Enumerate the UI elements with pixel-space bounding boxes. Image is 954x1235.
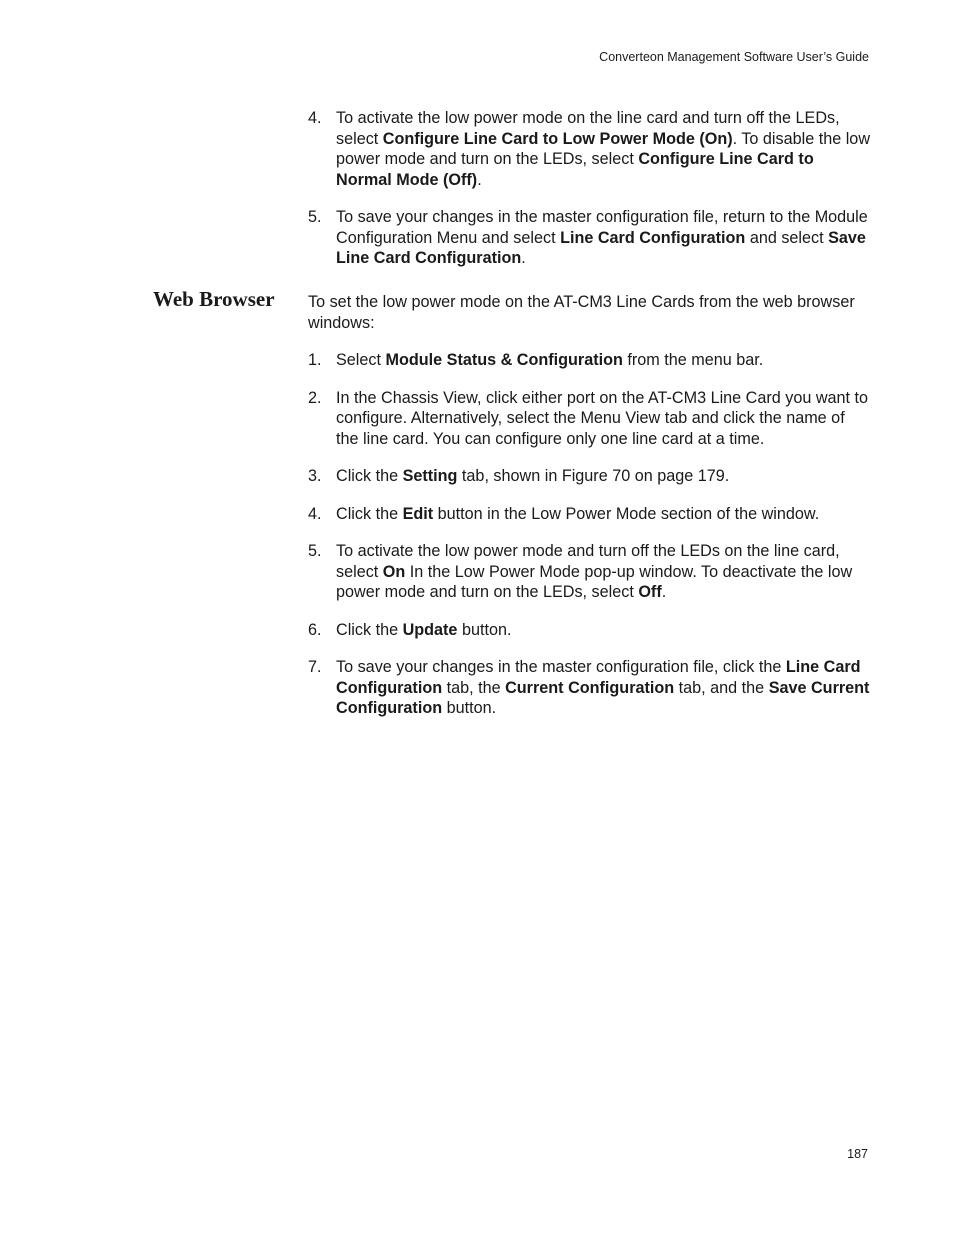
step-number: 4. bbox=[308, 109, 322, 127]
step-text bbox=[336, 542, 852, 601]
step-text-segment: Click the bbox=[336, 467, 403, 485]
step-text-segment: Click the bbox=[336, 504, 403, 523]
step-text-segment: button. bbox=[442, 699, 497, 717]
list-item bbox=[308, 388, 870, 450]
step-text-segment: To save your changes in the master configuration file, return to the Module Configuration Menu and select bbox=[336, 208, 868, 247]
step-text-segment: . To disable the low power mode and turn on the LEDs, select bbox=[336, 129, 871, 168]
step-text-segment: To activate the low power mode on the line card and turn off the LEDs, select bbox=[336, 109, 840, 148]
list-item bbox=[308, 620, 870, 641]
step-number: 2. bbox=[308, 388, 322, 407]
step-number: 3. bbox=[308, 467, 322, 485]
bold-term: Save Current Configuration bbox=[336, 678, 870, 717]
step-text-segment: . bbox=[477, 170, 482, 189]
section-steps-list bbox=[308, 350, 870, 719]
step-number: 1. bbox=[308, 351, 322, 369]
step-number: 4. bbox=[308, 504, 322, 523]
bold-term: Setting bbox=[402, 467, 458, 485]
list-item bbox=[308, 657, 870, 719]
bold-term: Module Status & Configuration bbox=[385, 351, 623, 369]
step-text bbox=[336, 467, 729, 485]
step-text bbox=[336, 389, 868, 448]
step-text-segment: tab, shown in Figure 70 on page 179. bbox=[457, 467, 730, 485]
step-text-segment: . bbox=[661, 583, 667, 601]
step-number: 7. bbox=[308, 658, 322, 676]
step-text-segment: To activate the low power mode and turn off the LEDs on the line card, select bbox=[336, 542, 840, 581]
step-number: 5. bbox=[308, 208, 322, 226]
page-number: 187 bbox=[847, 1147, 868, 1161]
step-text bbox=[336, 505, 819, 523]
step-text-segment: and select bbox=[745, 228, 829, 247]
list-item bbox=[308, 466, 870, 487]
list-item bbox=[308, 504, 870, 525]
step-number: 6. bbox=[308, 620, 322, 639]
list-item bbox=[308, 350, 870, 371]
step-number: 5. bbox=[308, 542, 322, 560]
step-text bbox=[336, 208, 868, 267]
step-text-segment: . bbox=[521, 249, 526, 267]
step-text bbox=[336, 658, 869, 717]
bold-term: Save Line Card Configuration bbox=[336, 228, 866, 267]
bold-term: Off bbox=[638, 583, 662, 601]
bold-term: On bbox=[382, 562, 406, 581]
step-text bbox=[336, 351, 763, 369]
step-text-segment: To save your changes in the master configuration file, click the bbox=[336, 658, 786, 676]
step-text bbox=[336, 109, 870, 189]
running-header: Converteon Management Software User’s Guide bbox=[599, 50, 869, 64]
bold-term: Configure Line Card to Low Power Mode (On) bbox=[382, 129, 733, 148]
step-text-segment: In the Low Power Mode pop-up window. To deactivate the low power mode and turn on the LEDs, select bbox=[336, 562, 853, 601]
bold-term: Line Card Configuration bbox=[336, 658, 861, 697]
bold-term: Update bbox=[402, 620, 458, 639]
step-text-segment: from the menu bar. bbox=[622, 351, 764, 369]
section-body bbox=[308, 292, 870, 736]
step-text bbox=[336, 621, 511, 639]
top-steps-list bbox=[308, 108, 870, 286]
step-text-segment: In the Chassis View, click either port on the AT-CM3 Line Card you want to configure. Alternatively, select the Menu View tab and click the name of the line card. You can configure only one line card at a time. bbox=[336, 388, 869, 448]
bold-term: Configure Line Card to Normal Mode (Off) bbox=[336, 150, 814, 189]
list-item bbox=[308, 108, 870, 190]
list-item bbox=[308, 207, 870, 269]
step-text-segment: Select bbox=[336, 351, 386, 369]
step-text-segment: tab, the bbox=[442, 678, 506, 697]
section-intro: To set the low power mode on the AT-CM3 Line Cards from the web browser windows: bbox=[308, 293, 855, 332]
bold-term: Current Configuration bbox=[505, 678, 675, 697]
bold-term: Line Card Configuration bbox=[560, 228, 746, 247]
step-text-segment: button in the Low Power Mode section of the window. bbox=[433, 504, 820, 523]
list-item bbox=[308, 541, 870, 603]
section-heading: Web Browser bbox=[153, 287, 275, 311]
step-text-segment: tab, and the bbox=[674, 678, 769, 697]
bold-term: Edit bbox=[402, 504, 434, 523]
step-text-segment: button. bbox=[457, 620, 512, 639]
step-text-segment: Click the bbox=[336, 620, 403, 639]
